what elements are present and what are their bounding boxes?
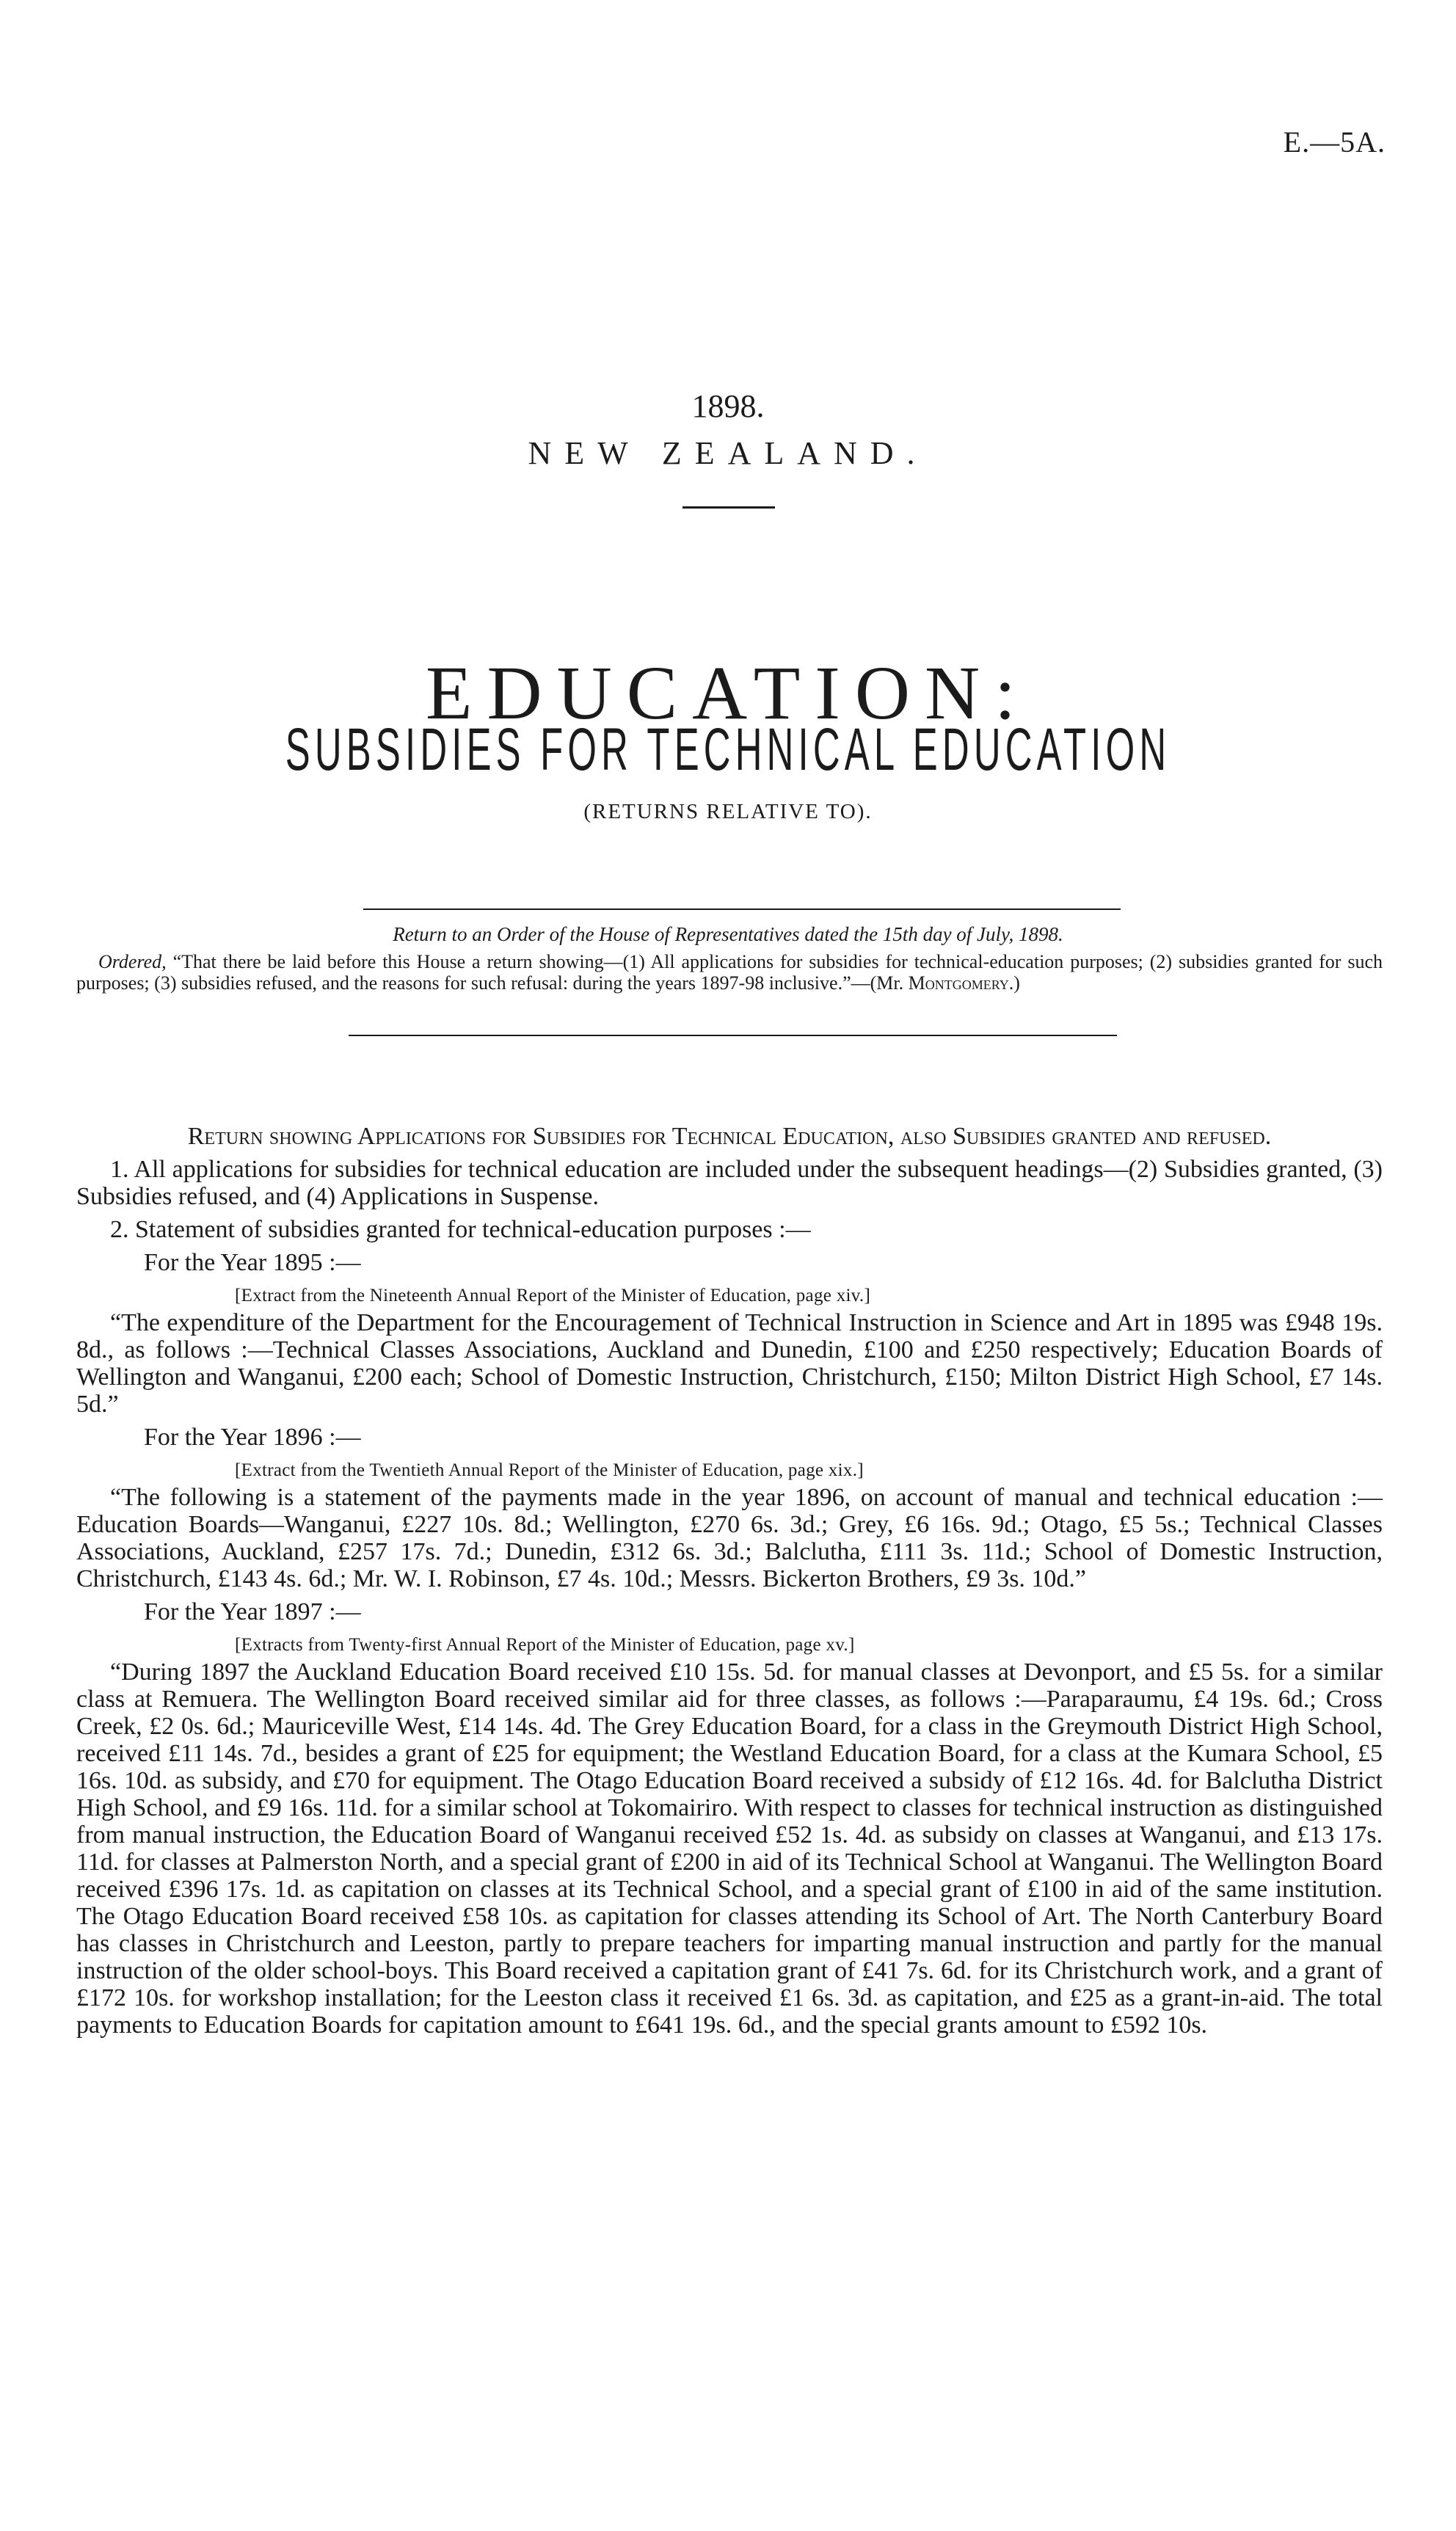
document-body [76, 1123, 1383, 2039]
subtitle: SUBSIDIES FOR TECHNICAL EDUCATION [285, 716, 1171, 783]
paragraph-1: 1. All applications for subsidies for technical education are included under the subsequent headings—(2) Subsidies granted, (3) Subsidies refused, and (4) Applications in Suspense. [76, 1156, 1383, 1210]
year-1897-extract: [Extracts from Twenty-first Annual Report of the Minister of Education, page xv.] [235, 1635, 855, 1655]
year-1895-extract: [Extract from the Nineteenth Annual Report of the Minister of Education, page xiv.] [235, 1286, 871, 1305]
ordered-paragraph [76, 951, 1383, 994]
paper-reference: E.—5A. [1283, 125, 1386, 159]
paragraph-2: 2. Statement of subsidies granted for technical-education purposes :— [110, 1216, 811, 1243]
year-1895-heading: For the Year 1895 :— [144, 1249, 361, 1276]
return-order-line: Return to an Order of the House of Representatives dated the 15th day of July, 1898. [393, 923, 1063, 945]
mover-name: Montgomery.) [908, 972, 1020, 994]
divider-top [363, 908, 1121, 910]
divider-bottom [349, 1035, 1117, 1036]
main-title: EDUCATION: [426, 651, 1030, 735]
ordered-text: “That there be laid before this House a return showing—(1) All applications for subsidies for technical-education purposes; (2) subsidies granted for such purposes; (3) subsidies refused, and the reasons for such refusal: during the years 1897-98 inclusive.”—(Mr. [76, 951, 1383, 994]
title-parenthetical: (RETURNS RELATIVE TO). [583, 800, 873, 823]
publication-year: 1898. [691, 388, 765, 424]
ordered-label: Ordered, [98, 951, 167, 972]
year-1896-text: “The following is a statement of the payments made in the year 1896, on account of manual and technical education :—Education Boards—Wanganui, £227 10s. 8d.; Wellington, £270 6s. 3d.; Grey, £6 16s. 9d.; Otago, £5 5s.; Technical Classes Associations, Auckland, £257 17s. 7d.; Dunedin, £312 6s. 3d.; Balclutha, £111 3s. 11d.; School of Domestic Instruction, Christchurch, £143 4s. 6d.; Mr. W. I. Robinson, £7 4s. 10d.; Messrs. Bickerton Brothers, £9 3s. 10d.” [76, 1484, 1383, 1592]
year-1896-extract: [Extract from the Twentieth Annual Report of the Minister of Education, page xix.] [235, 1460, 864, 1480]
year-1897-text: “During 1897 the Auckland Education Board received £10 15s. 5d. for manual classes at Devonport, and £5 5s. for a similar class at Remuera. The Wellington Board received similar aid for three classes, as follows :—Paraparaumu, £4 19s. 6d.; Cross Creek, £2 0s. 6d.; Mauriceville West, £14 14s. 4d. The Grey Education Board, for a class in the Greymouth District High School, received £11 14s. 7d., besides a grant of £25 for equipment; the Westland Education Board, for a class at the Kumara School, £5 16s. 10d. as subsidy, and £70 for equipment. The Otago Education Board received a subsidy of £12 16s. 4d. for Balclutha District High School, and £9 16s. 11d. for a similar school at Tokomairiro. With respect to classes for technical instruction as distinguished from manual instruction, the Education Board of Wanganui received £52 1s. 4d. as subsidy on classes at Wanganui, and £13 17s. 11d. for classes at Palmerston North, and a special grant of £200 in aid of its Technical School at Wanganui. The Wellington Board received £396 17s. 1d. as capitation on classes at its Technical School, and a special grant of £100 in aid of the same institution. The Otago Education Board received £58 10s. as capitation for classes attending its School of Art. The North Canterbury Board has classes in Christchurch and Leeston, partly to prepare teachers for imparting manual instruction and partly for the manual instruction of the older school-boys. This Board received a capitation grant of £41 7s. 6d. for its Christchurch work, and a grant of £172 10s. for workshop installation; for the Leeston class it received £1 6s. 3d. as capitation, and £25 as a grant-in-aid. The total payments to Education Boards for capitation amount to £641 19s. 6d., and the special grants amount to £592 10s. [76, 1658, 1383, 2039]
divider-short [682, 506, 775, 509]
year-1896-heading: For the Year 1896 :— [144, 1424, 361, 1451]
country-heading: NEW ZEALAND. [528, 435, 928, 471]
year-1895-text: “The expenditure of the Department for the Encouragement of Technical Instruction in Science and Art in 1895 was £948 19s. 8d., as follows :—Technical Classes Associations, Auckland and Dunedin, £100 and £250 respectively; Education Boards of Wellington and Wanganui, £200 each; School of Domestic Instruction, Christchurch, £150; Milton District High School, £7 14s. 5d.” [76, 1309, 1383, 1418]
year-1897-heading: For the Year 1897 :— [144, 1598, 361, 1625]
return-heading: Return showing Applications for Subsidies for Technical Education, also Subsidies granted and refused. [187, 1123, 1272, 1150]
